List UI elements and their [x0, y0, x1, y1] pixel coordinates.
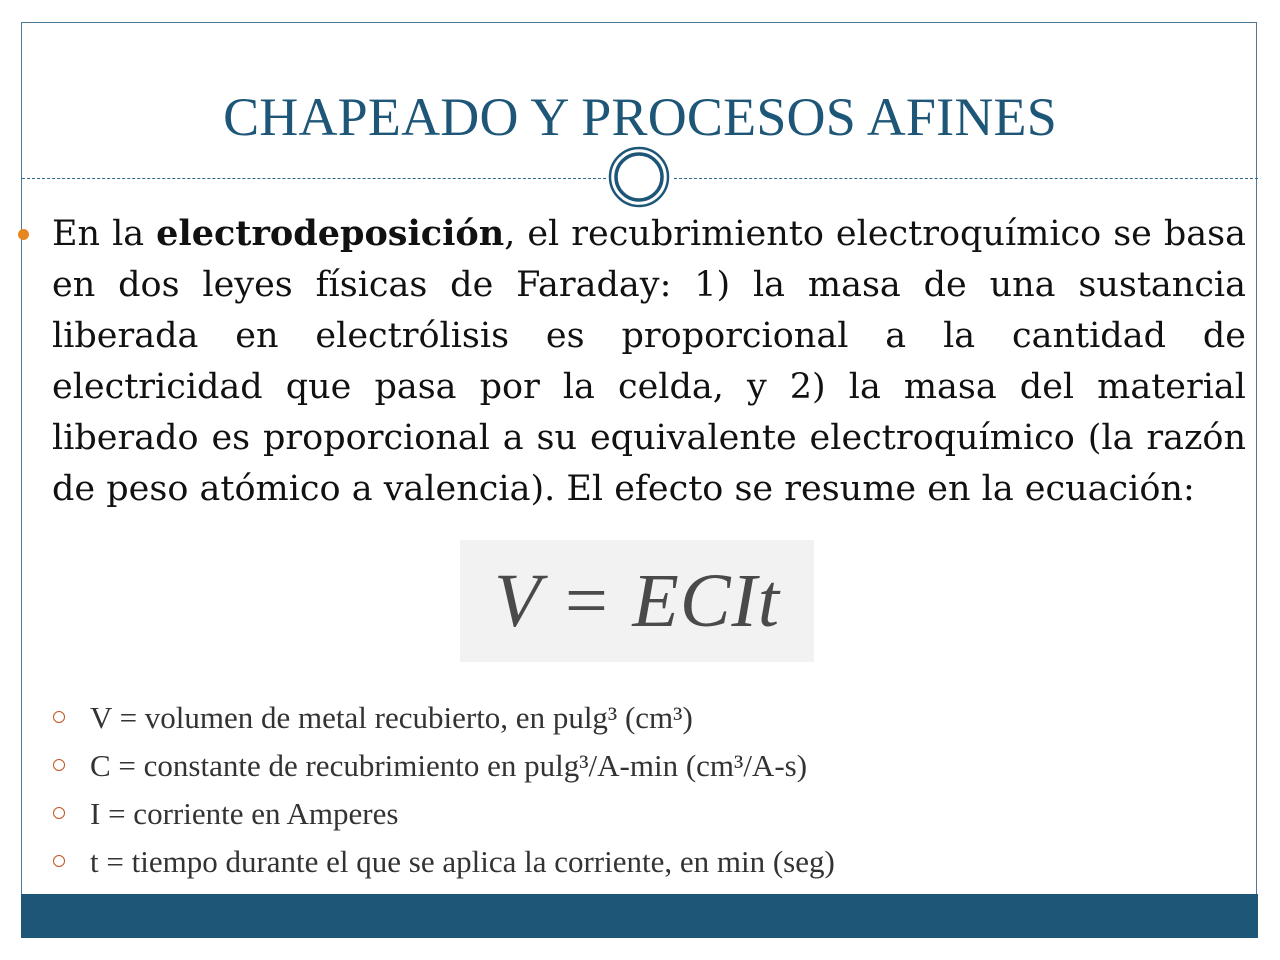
ring-bullet-icon: [53, 759, 65, 771]
definition-item: [52, 694, 835, 742]
definition-item: [52, 790, 835, 838]
definition-item: [52, 742, 835, 790]
equation-image: [460, 540, 814, 662]
ring-bullet-icon: [53, 855, 65, 867]
paragraph-bold-term: electrodeposición: [156, 213, 505, 254]
definitions-list: [52, 694, 835, 886]
bullet-dot-icon: [18, 229, 29, 240]
slide-title: CHAPEADO Y PROCESOS AFINES: [223, 87, 1057, 147]
paragraph-lead: En la: [52, 214, 157, 254]
definition-item: [52, 838, 835, 886]
ring-bullet-icon: [53, 807, 65, 819]
equation-text: V = ECIt: [494, 558, 780, 643]
definition-text: t = tiempo durante el que se aplica la corriente, en min (seg): [90, 844, 835, 879]
definition-text: C = constante de recubrimiento en pulg³/A-min (cm³/A-s): [90, 748, 808, 783]
ring-bullet-icon: [53, 711, 65, 723]
definition-text: I = corriente en Amperes: [90, 796, 399, 831]
main-paragraph: [52, 208, 1246, 515]
footer-bar: [21, 894, 1258, 938]
title-divider-right: [674, 178, 1258, 179]
definition-text: V = volumen de metal recubierto, en pulg³ (cm³): [90, 700, 693, 735]
title-divider-left: [22, 178, 606, 179]
paragraph-rest: , el recubrimiento electroquímico se basa en dos leyes físicas de Faraday: 1) la masa de una sustancia liberada en electrólisis es proporcional a la cantidad de electricidad que pasa por la celda, y 2) la masa del material liberado es proporcional a su equivalente electroquímico (la razón de peso atómico a valencia). El efecto se resume en la ecuación:: [52, 214, 1246, 509]
circle-ornament-icon: [608, 146, 670, 208]
